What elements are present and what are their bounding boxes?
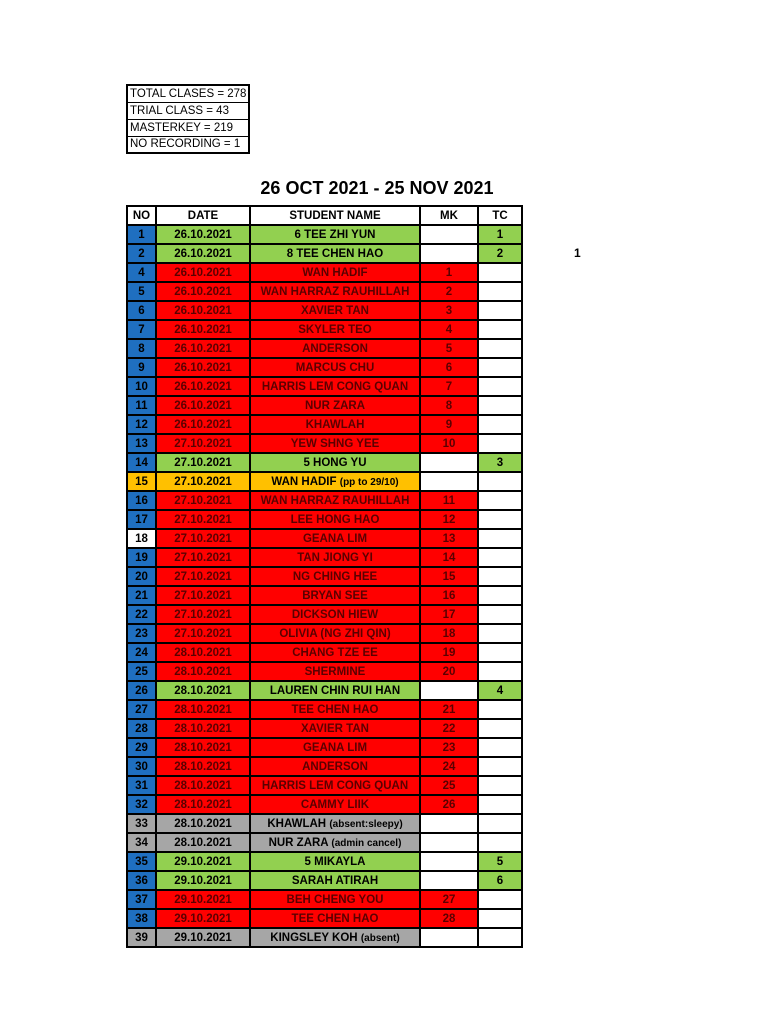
row-mk: 14 [420,548,478,567]
row-tc [478,548,522,567]
student-note: (pp to 29/10) [339,476,399,488]
row-date: 26.10.2021 [156,244,250,263]
table-row [127,700,522,719]
row-student-name [250,548,420,567]
row-student-name [250,529,420,548]
row-tc [478,586,522,605]
table-row [127,624,522,643]
student-name-text: BEH CHENG YOU [286,893,384,906]
row-tc [478,472,522,491]
table-row [127,738,522,757]
row-tc [478,339,522,358]
row-number: 13 [127,434,156,453]
row-tc [478,396,522,415]
row-tc [478,833,522,852]
header-tc: TC [478,206,522,225]
row-tc [478,605,522,624]
summary-row [127,136,249,153]
row-number: 39 [127,928,156,947]
student-name-text: HARRIS LEM CONG QUAN [261,779,409,792]
row-number: 30 [127,757,156,776]
row-student-name [250,681,420,700]
row-tc [478,434,522,453]
row-tc [478,776,522,795]
row-student-name [250,757,420,776]
row-tc [478,320,522,339]
row-date: 27.10.2021 [156,567,250,586]
row-number: 26 [127,681,156,700]
row-number: 18 [127,529,156,548]
row-number: 36 [127,871,156,890]
row-number: 7 [127,320,156,339]
table-row [127,871,522,890]
row-tc [478,814,522,833]
student-name-text: DICKSON HIEW [291,608,379,621]
row-tc [478,795,522,814]
row-date: 26.10.2021 [156,396,250,415]
student-name-text: WAN HARRAZ RAUHILLAH [260,285,410,298]
student-name-text: ANDERSON [302,760,368,773]
table-row [127,662,522,681]
row-tc [478,909,522,928]
row-student-name [250,320,420,339]
student-name-text: LEE HONG HAO [290,513,380,526]
row-mk: 18 [420,624,478,643]
row-tc [478,700,522,719]
row-number: 12 [127,415,156,434]
row-number: 1 [127,225,156,244]
row-tc [478,529,522,548]
row-date: 29.10.2021 [156,909,250,928]
row-tc: 3 [478,453,522,472]
table-row [127,358,522,377]
summary-trial-class: TRIAL CLASS = 43 [127,102,249,119]
table-row [127,605,522,624]
row-number: 20 [127,567,156,586]
row-tc [478,890,522,909]
table-row [127,396,522,415]
row-student-name [250,719,420,738]
row-student-name [250,700,420,719]
student-name-text: XAVIER TAN [301,304,369,317]
student-name-text: TEE CHEN HAO [291,703,379,716]
row-date: 28.10.2021 [156,662,250,681]
student-name-text: GEANA LIM [302,741,368,754]
table-row [127,776,522,795]
row-mk: 9 [420,415,478,434]
table-row [127,529,522,548]
row-number: 9 [127,358,156,377]
row-date: 29.10.2021 [156,871,250,890]
table-row [127,909,522,928]
row-date: 28.10.2021 [156,833,250,852]
summary-total-classes: TOTAL CLASES = 278 [127,85,249,102]
row-tc [478,643,522,662]
row-date: 26.10.2021 [156,377,250,396]
row-date: 29.10.2021 [156,852,250,871]
row-date: 27.10.2021 [156,434,250,453]
row-tc [478,719,522,738]
row-mk: 20 [420,662,478,681]
table-row [127,548,522,567]
table-row [127,719,522,738]
row-date: 26.10.2021 [156,358,250,377]
row-student-name [250,396,420,415]
table-row [127,814,522,833]
summary-row [127,102,249,119]
header-row [127,206,522,225]
row-date: 27.10.2021 [156,605,250,624]
row-date: 28.10.2021 [156,681,250,700]
row-mk: 27 [420,890,478,909]
row-date: 27.10.2021 [156,529,250,548]
student-name-text: WAN HADIF [302,266,368,279]
row-student-name [250,358,420,377]
row-student-name [250,453,420,472]
student-note: (absent) [360,932,400,944]
row-number: 22 [127,605,156,624]
row-mk: 16 [420,586,478,605]
row-number: 33 [127,814,156,833]
row-student-name [250,434,420,453]
row-date: 26.10.2021 [156,301,250,320]
row-tc: 5 [478,852,522,871]
row-mk [420,244,478,263]
row-date: 29.10.2021 [156,928,250,947]
row-date: 28.10.2021 [156,814,250,833]
table-row [127,225,522,244]
row-tc [478,415,522,434]
row-date: 27.10.2021 [156,548,250,567]
row-mk: 11 [420,491,478,510]
row-number: 23 [127,624,156,643]
row-number: 25 [127,662,156,681]
row-number: 37 [127,890,156,909]
row-tc [478,282,522,301]
row-tc [478,263,522,282]
row-mk [420,928,478,947]
student-name-text: WAN HARRAZ RAUHILLAH [260,494,410,507]
row-number: 34 [127,833,156,852]
table-row [127,263,522,282]
row-student-name [250,871,420,890]
row-date: 28.10.2021 [156,776,250,795]
row-date: 28.10.2021 [156,700,250,719]
row-date: 27.10.2021 [156,453,250,472]
table-row [127,320,522,339]
row-mk: 8 [420,396,478,415]
row-number: 10 [127,377,156,396]
row-student-name [250,415,420,434]
row-student-name [250,586,420,605]
row-tc [478,928,522,947]
row-mk [420,225,478,244]
row-date: 27.10.2021 [156,510,250,529]
table-row [127,415,522,434]
student-name-text: 5 HONG YU [303,456,367,469]
row-tc [478,358,522,377]
header-date: DATE [156,206,250,225]
row-mk [420,871,478,890]
row-tc [478,738,522,757]
row-student-name [250,605,420,624]
row-date: 26.10.2021 [156,415,250,434]
table-row [127,282,522,301]
row-date: 26.10.2021 [156,282,250,301]
table-row [127,491,522,510]
student-name-text: HARRIS LEM CONG QUAN [261,380,409,393]
header-student-name: STUDENT NAME [250,206,420,225]
student-name-text: 6 TEE ZHI YUN [294,228,376,241]
row-date: 28.10.2021 [156,738,250,757]
row-mk [420,453,478,472]
table-row [127,244,522,263]
attendance-table [126,205,523,948]
row-date: 26.10.2021 [156,263,250,282]
row-number: 32 [127,795,156,814]
row-number: 11 [127,396,156,415]
row-mk: 26 [420,795,478,814]
student-name-text: NUR ZARA [268,836,329,849]
student-name-text: KHAWLAH [267,817,327,830]
table-row [127,643,522,662]
row-number: 16 [127,491,156,510]
student-name-text: BRYAN SEE [302,589,368,602]
row-mk: 17 [420,605,478,624]
row-number: 35 [127,852,156,871]
row-tc [478,301,522,320]
table-row [127,852,522,871]
student-name-text: CHANG TZE EE [292,646,378,659]
row-date: 29.10.2021 [156,890,250,909]
summary-row [127,85,249,102]
table-row [127,795,522,814]
row-student-name [250,567,420,586]
table-row [127,833,522,852]
row-number: 31 [127,776,156,795]
row-tc [478,567,522,586]
row-mk: 28 [420,909,478,928]
row-tc: 4 [478,681,522,700]
row-mk [420,852,478,871]
student-name-text: SHERMINE [304,665,366,678]
table-row [127,928,522,947]
row-mk: 4 [420,320,478,339]
summary-no-recording: NO RECORDING = 1 [127,136,249,153]
table-row [127,586,522,605]
page-title: 26 OCT 2021 - 25 NOV 2021 [260,178,494,198]
student-name-text: SKYLER TEO [298,323,372,336]
student-name-text: TEE CHEN HAO [291,912,379,925]
row-mk: 3 [420,301,478,320]
row-tc [478,757,522,776]
row-tc: 6 [478,871,522,890]
row-number: 15 [127,472,156,491]
row-number: 29 [127,738,156,757]
summary-masterkey: MASTERKEY = 219 [127,119,249,136]
row-student-name [250,282,420,301]
row-tc: 1 [478,225,522,244]
student-name-text: TAN JIONG YI [297,551,373,564]
row-student-name [250,814,420,833]
row-number: 19 [127,548,156,567]
table-row [127,377,522,396]
row-student-name [250,662,420,681]
row-tc [478,662,522,681]
student-name-text: MARCUS CHU [295,361,375,374]
row-mk [420,814,478,833]
student-name-text: 8 TEE CHEN HAO [286,247,384,260]
row-number: 6 [127,301,156,320]
row-student-name [250,928,420,947]
row-student-name [250,890,420,909]
table-row [127,567,522,586]
student-note: (absent:sleepy) [329,818,403,830]
row-student-name [250,909,420,928]
row-number: 28 [127,719,156,738]
row-mk: 23 [420,738,478,757]
row-student-name [250,244,420,263]
row-date: 28.10.2021 [156,757,250,776]
student-name-text: XAVIER TAN [301,722,369,735]
student-name-text: NUR ZARA [304,399,366,412]
row-student-name [250,225,420,244]
row-date: 26.10.2021 [156,320,250,339]
student-note: (admin cancel) [331,837,402,849]
row-date: 27.10.2021 [156,624,250,643]
row-number: 14 [127,453,156,472]
row-tc: 2 [478,244,522,263]
row-mk: 5 [420,339,478,358]
row-date: 26.10.2021 [156,339,250,358]
row-mk [420,472,478,491]
row-student-name [250,510,420,529]
row-tc [478,510,522,529]
row-mk: 13 [420,529,478,548]
row-student-name [250,738,420,757]
table-row [127,890,522,909]
row-student-name [250,472,420,491]
row-mk: 21 [420,700,478,719]
row-number: 2 [127,244,156,263]
table-row [127,510,522,529]
row-mk: 7 [420,377,478,396]
row-mk: 19 [420,643,478,662]
student-name-text: WAN HADIF [271,475,337,488]
table-row [127,757,522,776]
header-mk: MK [420,206,478,225]
row-number: 38 [127,909,156,928]
row-mk [420,833,478,852]
row-student-name [250,795,420,814]
row-student-name [250,643,420,662]
student-name-text: YEW SHNG YEE [290,437,380,450]
row-number: 5 [127,282,156,301]
row-mk: 2 [420,282,478,301]
row-date: 27.10.2021 [156,586,250,605]
row-student-name [250,491,420,510]
row-student-name [250,776,420,795]
row-student-name [250,833,420,852]
student-name-text: KHAWLAH [305,418,365,431]
row-mk: 1 [420,263,478,282]
table-row [127,339,522,358]
side-note: 1 [574,246,581,260]
row-date: 28.10.2021 [156,719,250,738]
student-name-text: SARAH ATIRAH [291,874,379,887]
row-mk: 15 [420,567,478,586]
table-row [127,681,522,700]
row-student-name [250,377,420,396]
row-mk: 22 [420,719,478,738]
attendance-rows [127,225,522,947]
row-number: 24 [127,643,156,662]
summary-table [126,84,250,154]
summary-row [127,119,249,136]
student-name-text: GEANA LIM [302,532,368,545]
row-mk: 10 [420,434,478,453]
row-number: 17 [127,510,156,529]
row-student-name [250,624,420,643]
row-student-name [250,263,420,282]
row-tc [478,624,522,643]
table-row [127,472,522,491]
row-mk: 25 [420,776,478,795]
row-date: 28.10.2021 [156,643,250,662]
student-name-text: 5 MIKAYLA [304,855,366,868]
table-row [127,453,522,472]
student-name-text: CAMMY LIIK [300,798,370,811]
row-mk: 12 [420,510,478,529]
row-student-name [250,301,420,320]
row-number: 27 [127,700,156,719]
student-name-text: OLIVIA (NG ZHI QIN) [279,627,391,640]
row-tc [478,377,522,396]
row-mk: 6 [420,358,478,377]
student-name-text: ANDERSON [302,342,368,355]
row-date: 27.10.2021 [156,472,250,491]
row-date: 26.10.2021 [156,225,250,244]
table-row [127,434,522,453]
row-number: 8 [127,339,156,358]
student-name-text: LAUREN CHIN RUI HAN [269,684,401,697]
student-name-text: NG CHING HEE [292,570,378,583]
row-student-name [250,852,420,871]
row-tc [478,491,522,510]
row-number: 4 [127,263,156,282]
table-row [127,301,522,320]
student-name-text: KINGSLEY KOH [270,931,358,944]
row-mk [420,681,478,700]
row-student-name [250,339,420,358]
row-mk: 24 [420,757,478,776]
row-date: 27.10.2021 [156,491,250,510]
header-no: NO [127,206,156,225]
row-date: 28.10.2021 [156,795,250,814]
row-number: 21 [127,586,156,605]
